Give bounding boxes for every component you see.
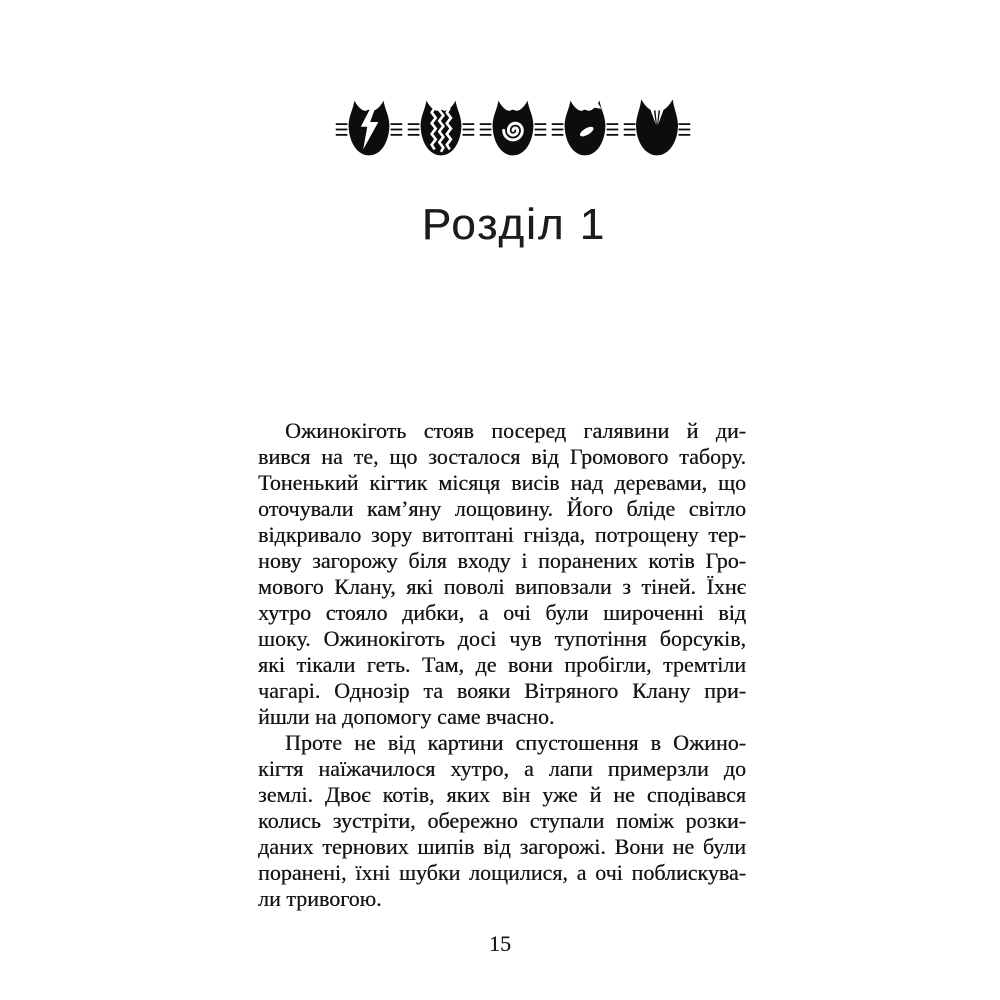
- cat-head-leaf-icon: [550, 97, 620, 159]
- text-line: Ожинокіготь стояв посеред галявини й ди-: [285, 418, 746, 443]
- text-line: кігтя наїжачилося хутро, а лапи примерзли до: [258, 756, 746, 781]
- text-line: йшли на допомогу саме вчасно.: [258, 704, 555, 729]
- text-line: Проте не від картини спустошення в Ожино-: [285, 730, 746, 755]
- cat-head-spiral-icon: [478, 97, 548, 159]
- text-line: поранені, їхні шубки лощилися, а очі поблискува-: [258, 860, 746, 885]
- text-line: чагарі. Однозір та вояки Вітряного Клану при-: [258, 678, 746, 703]
- text-line: відкривало зору витоптані гнізда, потрощену тер-: [258, 522, 746, 547]
- text-line: землі. Двоє котів, яких він уже й не сподівався: [258, 782, 746, 807]
- chapter-title: Розділ 1: [421, 200, 607, 249]
- text-line: нову загорожу біля входу і поранених котів Гро-: [258, 548, 746, 573]
- paragraph: [258, 730, 746, 912]
- chapter-ornament-row: [334, 97, 692, 159]
- page-number: 15: [489, 931, 511, 956]
- text-line: ли тривогою.: [258, 886, 382, 911]
- text-line: даних тернових шипів від загорожі. Вони не були: [258, 834, 746, 859]
- text-line: Тоненький кігтик місяця висів над деревами, що: [258, 470, 746, 495]
- text-line: оточували кам’яну лощовину. Його бліде світло: [258, 496, 746, 521]
- body-text: [258, 418, 746, 912]
- paragraph: [258, 418, 746, 730]
- cat-head-waves-icon: [406, 97, 476, 159]
- text-line: хутро стояло дибки, а очі були широченні від: [258, 600, 746, 625]
- cat-head-claws-icon: [622, 97, 692, 159]
- cat-head-lightning-icon: [334, 97, 404, 159]
- text-line: мового Клану, які поволі виповзали з тіней. Їхнє: [258, 574, 746, 599]
- text-line: шоку. Ожинокіготь досі чув тупотіння борсуків,: [258, 626, 746, 651]
- text-line: колись зустріти, обережно ступали поміж розки-: [258, 808, 746, 833]
- text-line: які тікали геть. Там, де вони пробігли, тремтіли: [258, 652, 746, 677]
- text-line: вився на те, що зосталося від Громового табору.: [258, 444, 746, 469]
